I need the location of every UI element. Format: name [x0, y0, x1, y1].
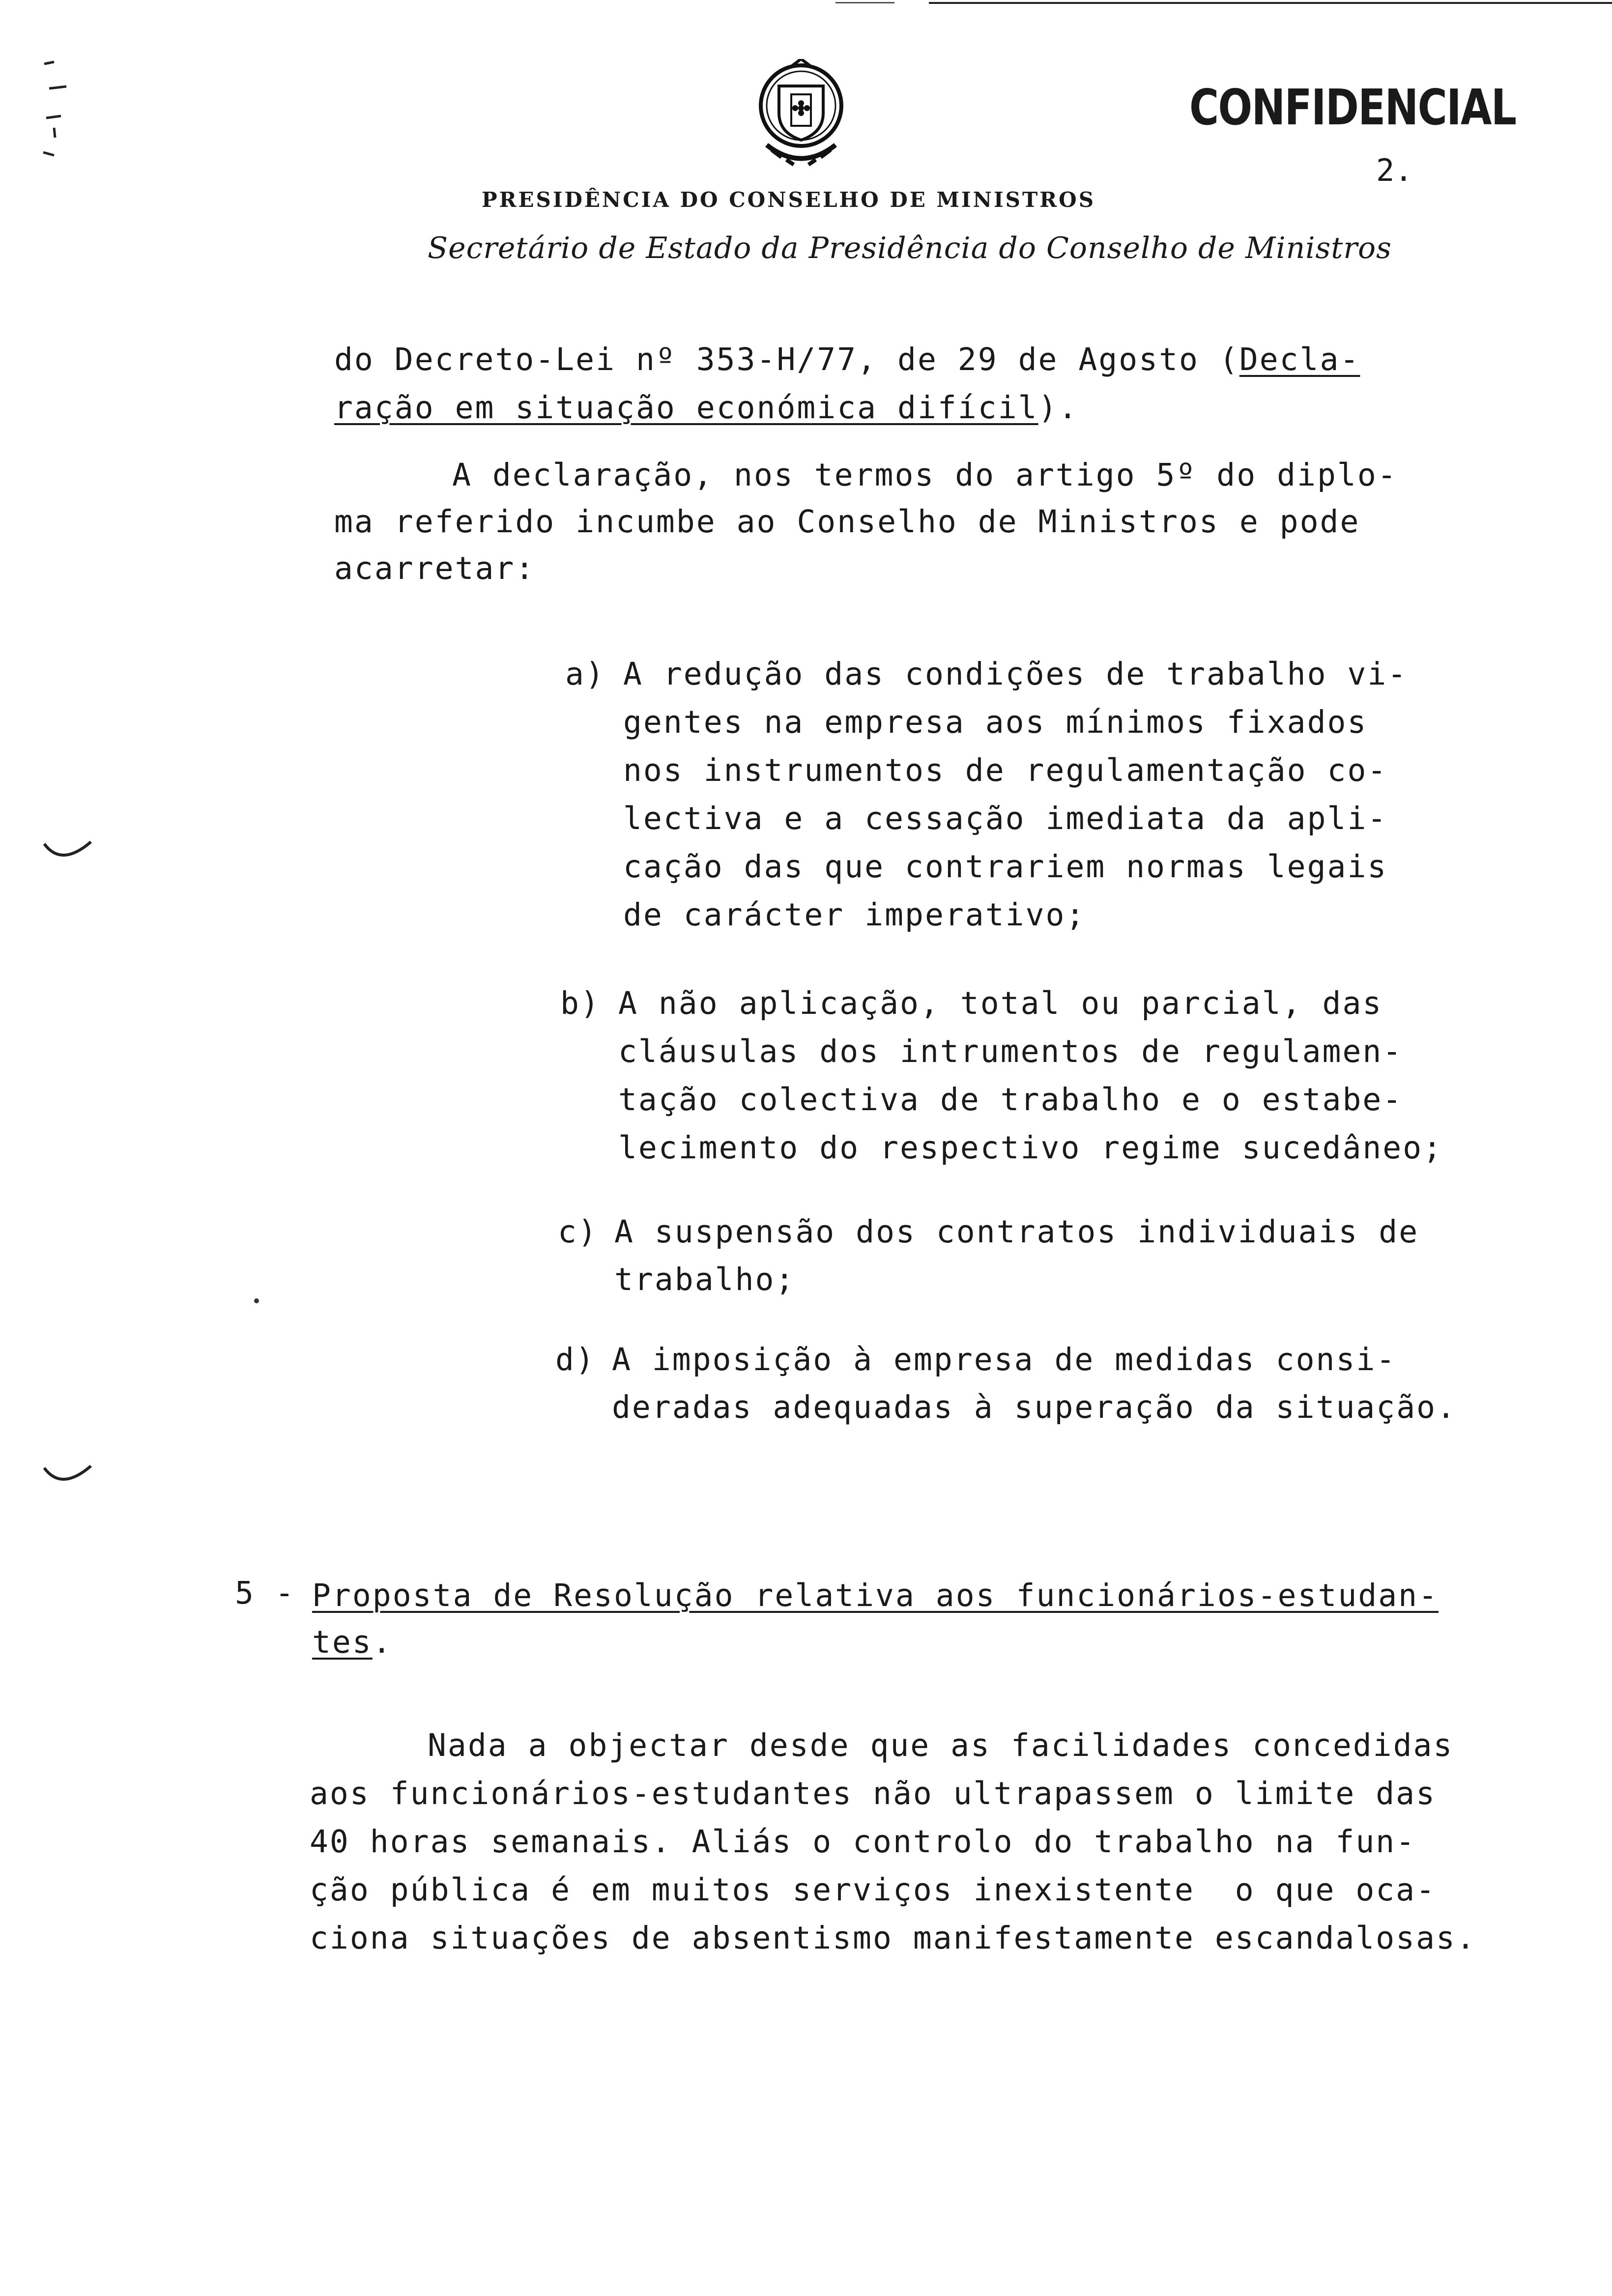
portuguese-coat-of-arms-icon	[752, 59, 850, 172]
paragraph-line: A declaração, nos termos do artigo 5º do diplo-	[452, 457, 1398, 493]
intro-line-1: do Decreto-Lei nº 353-H/77, de 29 de Agosto (Decla-	[334, 342, 1360, 377]
list-item-line: trabalho;	[614, 1262, 796, 1297]
list-item-line: A imposição à empresa de medidas consi-	[612, 1342, 1397, 1378]
list-item-line: nos instrumentos de regulamentação co-	[623, 752, 1388, 788]
list-item-marker: d)	[555, 1342, 596, 1378]
margin-check-mark	[42, 1457, 96, 1496]
paragraph-line: ciona situações de absentismo manifestamente escandalosas.	[310, 1920, 1476, 1956]
list-item-marker: a)	[565, 656, 605, 692]
list-item-line: de carácter imperativo;	[623, 897, 1086, 933]
section-title-line-1: Proposta de Resolução relativa aos funcionários-estudan-	[312, 1578, 1439, 1613]
institution-heading: PRESIDÊNCIA DO CONSELHO DE MINISTROS	[482, 188, 1096, 212]
paragraph-line: aos funcionários-estudantes não ultrapassem o limite das	[310, 1776, 1437, 1811]
list-item-line: cláusulas dos intrumentos de regulamen-	[618, 1033, 1403, 1069]
list-item-line: A redução das condições de trabalho vi-	[623, 656, 1408, 692]
list-item-line: deradas adequadas à superação da situação.	[612, 1389, 1457, 1425]
list-item-marker: b)	[560, 985, 601, 1021]
margin-check-mark	[42, 833, 96, 872]
paragraph-line: ma referido incumbe ao Conselho de Ministros e pode	[334, 504, 1360, 540]
paragraph-line: ção pública é em muitos serviços inexistente o que oca-	[310, 1872, 1437, 1908]
list-item-line: cação das que contrariem normas legais	[623, 849, 1388, 885]
paragraph-line: acarretar:	[334, 550, 536, 586]
list-item-line: A suspensão dos contratos individuais de	[614, 1214, 1419, 1250]
confidential-stamp: CONFIDENCIAL	[1189, 79, 1516, 136]
list-item-line: lecimento do respectivo regime sucedâneo;	[618, 1130, 1443, 1166]
secretariat-heading: Secretário de Estado da Presidência do Conselho de Ministros	[428, 231, 1392, 265]
list-item-line: gentes na empresa aos mínimos fixados	[623, 704, 1368, 740]
list-item-line: lectiva e a cessação imediata da apli-	[623, 801, 1388, 836]
scan-top-rule-short	[835, 2, 894, 3]
list-item-line: A não aplicação, total ou parcial, das	[618, 985, 1383, 1021]
list-item-line: tação colectiva de trabalho e o estabe-	[618, 1082, 1403, 1118]
margin-ticks-mark	[39, 59, 79, 167]
scan-top-rule	[929, 2, 1612, 4]
list-item-marker: c)	[558, 1214, 598, 1250]
page-number: 2.	[1376, 152, 1413, 188]
section-title-line-2: tes.	[312, 1624, 393, 1660]
paragraph-line: 40 horas semanais. Aliás o controlo do trabalho na fun-	[310, 1824, 1416, 1860]
scan-dot	[253, 1297, 260, 1304]
section-number: 5 -	[235, 1575, 295, 1611]
intro-line-2: ração em situação económica difícil).	[334, 390, 1079, 426]
paragraph-line: Nada a objectar desde que as facilidades concedidas	[428, 1727, 1454, 1763]
